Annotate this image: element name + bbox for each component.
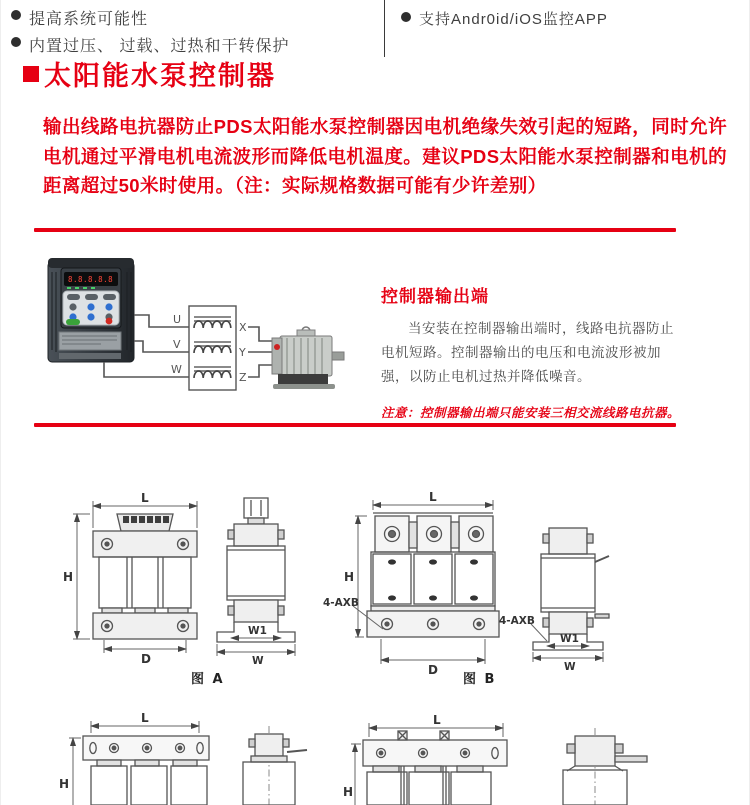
output-terminal-panel: [381, 282, 681, 421]
dim-label-l: L: [141, 491, 149, 505]
dim-label-h: H: [343, 785, 354, 799]
terminal-label-v: V: [173, 338, 181, 351]
technical-drawings: [1, 478, 750, 805]
terminal-label-z: Z: [239, 371, 247, 384]
figure-b-side-view: [533, 528, 609, 650]
feature-item: [401, 8, 731, 29]
terminal-label-x: X: [239, 321, 247, 334]
dim-label-d: D: [428, 663, 438, 677]
figure-c-front-view: [83, 736, 209, 805]
inverter-image: [48, 258, 134, 362]
dim-label-4axb: 4-AXB: [323, 597, 359, 609]
feature-text: 提高系统可能性: [29, 11, 149, 28]
panel-body: 当安装在控制器输出端时，线路电抗器防止电机短路。控制器输出的电压和电流波形被加强，以防止电机过热并降低噪音。: [381, 321, 674, 384]
figure-d-side-view: [563, 728, 647, 805]
dim-label-w: W: [252, 655, 264, 667]
circuit-diagram: [1, 250, 361, 400]
bullet-icon: [11, 37, 21, 47]
dim-label-l: L: [429, 490, 437, 504]
dim-label-l: L: [141, 711, 149, 725]
dim-label-h: H: [344, 570, 355, 584]
figure-a-side-view: [217, 498, 295, 642]
terminal-label-y: Y: [239, 346, 246, 359]
inverter-keypad: [63, 291, 119, 325]
dim-label-4axb: 4-AXB: [499, 615, 535, 627]
bullet-icon: [401, 12, 411, 22]
line-reactor-symbol: [189, 306, 236, 390]
figure-b-front-view: [367, 513, 499, 637]
column-divider: [384, 0, 385, 57]
dim-label-w1: W1: [248, 625, 267, 637]
figure-a-caption: 图 A: [191, 672, 225, 687]
motor-image: [272, 327, 344, 389]
dim-label-l: L: [433, 713, 441, 727]
dim-label-w: W: [564, 661, 576, 673]
figure-a-front-view: [93, 514, 197, 639]
display-value: 8.8.8.8.8: [68, 275, 114, 284]
dim-label-d: D: [141, 652, 151, 666]
page-title: 太阳能水泵控制器: [44, 61, 276, 91]
terminal-label-w: W: [171, 363, 182, 376]
feature-text: 支持Andr0id/iOS监控APP: [419, 11, 608, 28]
feature-text: 内置过压、 过载、过热和干转保护: [29, 38, 290, 55]
square-bullet-icon: [23, 66, 39, 82]
section-title: [23, 54, 276, 93]
feature-item: [11, 33, 371, 56]
panel-note: 注意：控制器输出端只能安装三相交流线路电抗器。: [381, 406, 681, 420]
figure-a-side-dimensions: [217, 638, 295, 656]
intro-paragraph: 输出线路电抗器防止PDS太阳能水泵控制器因电机绝缘失效引起的短路，同时允许电机通过平滑电机电流波形而降低电机温度。建议PDS太阳能水泵控制器和电机的距离超过50米时使用。（注：实际规格数据可能有少许差别）: [43, 116, 727, 196]
motor-indicator-dot: [274, 344, 280, 350]
terminal-label-u: U: [173, 313, 182, 326]
top-rule: [34, 228, 676, 232]
dim-label-h: H: [59, 777, 70, 791]
feature-item: [11, 6, 371, 29]
bottom-rule: [34, 423, 676, 427]
panel-heading: 控制器输出端: [381, 287, 489, 306]
figure-d-front-view: [363, 731, 507, 805]
bullet-icon: [11, 10, 21, 20]
dim-label-w1: W1: [560, 633, 579, 645]
dim-label-h: H: [63, 570, 74, 584]
output-wires: [248, 327, 273, 377]
figure-c-side-view: [243, 726, 307, 805]
figure-b-caption: 图 B: [463, 672, 497, 687]
